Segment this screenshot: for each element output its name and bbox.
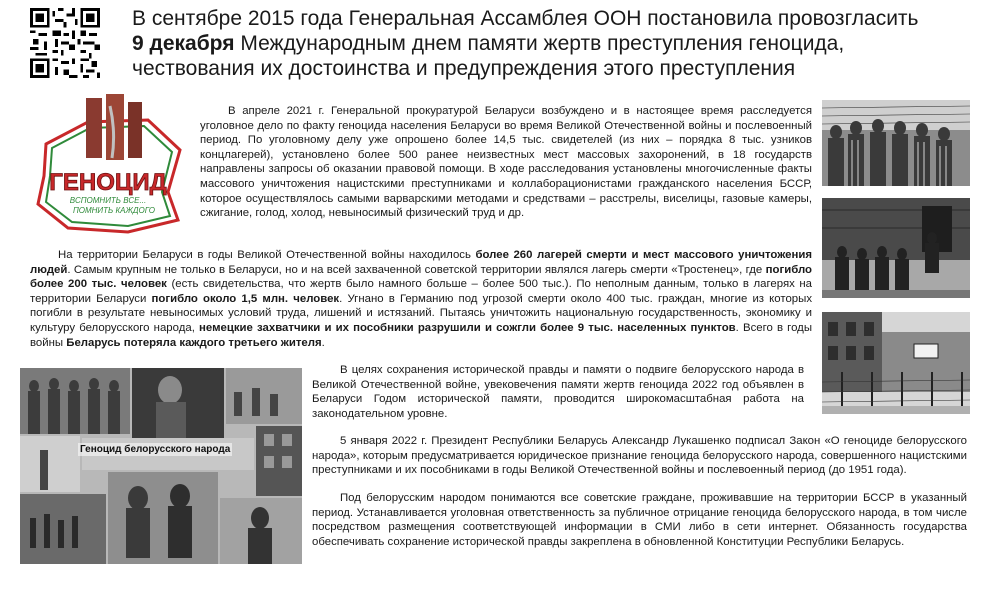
qr-code[interactable] [30,8,100,78]
logo-word: ГЕНОЦИД [49,169,167,196]
p2-bold-1: более 260 лагерей смерти и мест массового уничтожения людей [30,249,812,276]
p2-bold-4: немецкие захватчики и их пособники разрушили и сожгли более 9 тыс. населенных пунктов [199,321,736,334]
title-date: 9 декабря [132,32,235,55]
monument-figure-2 [106,94,124,160]
photo-camp-prisoners [822,100,970,186]
p2-text-6: . [321,336,325,349]
p2-bold-2: погибло более 200 тыс. человек [30,263,812,291]
paragraph-death-camps [30,248,812,350]
page-title [132,6,982,81]
logo-slogan-2: ПОМНИТЬ КАЖДОГО [72,206,156,215]
p2-text-5: . Всего в годы войны [30,321,813,349]
title-line-3: чествования их достоинства и предупреждения этого преступления [132,57,796,80]
photo-camp-gate [822,312,970,414]
p2-bold-5: Беларусь потеряла каждого третьего жителя [66,336,322,349]
title-line-1: В сентябре 2015 года Генеральная Ассамблея ООН постановила провозгласить [132,7,919,30]
paragraph-genocide-law: 5 января 2022 г. Президент Республики Беларусь Александр Лукашенко подписал Закон «О геноциде белорусского народа», которым предусматривается юридическое признание геноцида белорусского народа, совершенного нацистскими преступниками и их пособниками в годы Великой Отечественной войны и послевоенный период (до 1951 года). [312,435,967,477]
monument-figure-1 [86,98,102,158]
paragraph-year-of-memory: В целях сохранения исторической правды и памяти о подвиге белорусского народа в Великой Отечественной войне, увековечения памяти жертв геноцида 2022 год объявлен в Беларуси Годом исторической памяти, проводится широкомасштабная работа на законодательном уровне. [312,364,804,420]
p2-text-3: (есть свидетельства, что жертв было намного больше – более 500 тыс.). По неполным данным, только в лагерях на территории Беларуси [30,278,812,305]
genocide-logo [28,92,188,234]
collage-caption: Геноцид белорусского народа [80,444,231,455]
title-line-2 [132,31,982,56]
monument-figure-3 [128,102,142,158]
photo-deportation-train [822,198,970,298]
logo-slogan-1: ВСПОМНИТЬ ВСЕ... [69,196,147,205]
photo-collage [20,368,302,564]
p2-text-2: . Самым крупным не только в Беларуси, но и на всей захваченной советской территории являлся лагерь смерти «Тростенец», где [67,263,766,276]
p2-text-4: . Угнано в Германию под угрозой смерти около 400 тыс. граждан, многие из которых погибли в результате невыносимых условий труда, лишений и истязаний. Пытаясь уничтожить национальную государственность, экономику и культуру белорусского народа, [30,292,813,334]
p2-bold-3: погибло около 1,5 млн. человек [151,292,340,305]
paragraph-belarusian-people: Под белорусским народом понимаются все советские граждане, проживавшие на территории БССР в указанный период. Устанавливается уголовная ответственность за публичное отрицание геноцида белорусского народа, в том числе посредством размещения соответствующей информации в СМИ либо в сети интернет. Обязанность государства обеспечивать сохранение исторической правды закреплена в обновленной Конституции Республики Беларусь. [312,492,967,548]
title-line-2-text: Международным днем памяти жертв преступления геноцида, [234,32,845,55]
paragraph-investigation: В апреле 2021 г. Генеральной прокуратурой Беларуси возбуждено и в настоящее время расследуется уголовное дело по факту геноцида населения Беларуси во время Великой Отечественной войны и послевоенный период. По уголовному делу уже опрошено более 14,5 тыс. свидетелей (из них – порядка 8 тыс. узников концлагерей), установлено более 500 ранее неизвестных мест массовых захоронений, в 18 государств направлены запросы об оказании правовой помощи. В ходе расследования установлены многочисленные факты массового уничтожения нацистскими преступниками и коллаборационистами гражданского населения БССР, которое осуществлялось самыми варварскими методами и средствами – расстрелы, виселицы, газовые камеры, сжигание, голод, холод, невыносимый физический труд и др. [200,105,812,220]
p2-text-1: На территории Беларуси в годы Великой Отечественной войны находилось [58,249,476,261]
